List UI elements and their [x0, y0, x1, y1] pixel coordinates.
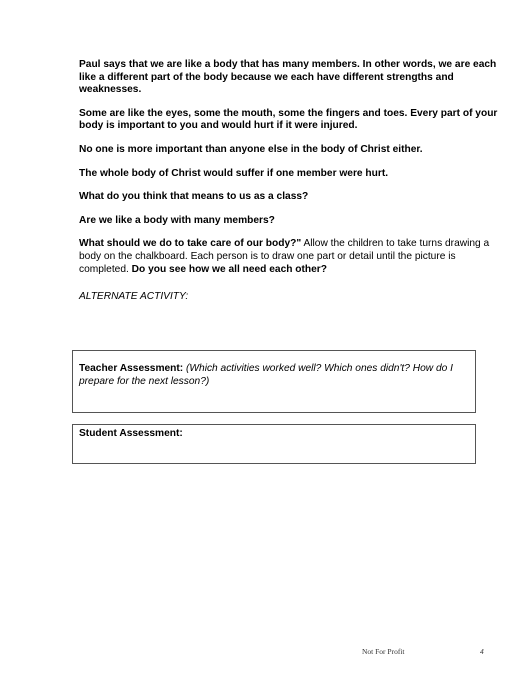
paragraph-body-members: Paul says that we are like a body that has many members. In other words, we are each like a different part of the body because we each have different strengths and weaknesses.: [79, 59, 497, 96]
question-what-it-means: What do you think that means to us as a class?: [79, 191, 309, 203]
page-number: 4: [480, 647, 484, 656]
activity-paragraph: [79, 238, 499, 276]
student-assessment-box: [72, 424, 476, 464]
student-assessment-label: Student Assessment:: [79, 428, 183, 439]
question-need-each-other: Do you see how we all need each other?: [131, 263, 327, 275]
activity-instruction: Allow the children to take turns drawing a body on the chalkboard. Each person is to draw one part or detail until the picture is completed.: [79, 238, 490, 275]
footer-not-for-profit: Not For Profit: [362, 647, 405, 656]
lesson-body: [79, 59, 499, 315]
teacher-assessment-prompt: (Which activities worked well? Which ones didn't? How do I prepare for the next lesson?): [79, 363, 453, 387]
teacher-assessment-label: Teacher Assessment:: [79, 363, 184, 374]
paragraph-body-suffers: The whole body of Christ would suffer if one member were hurt.: [79, 167, 389, 179]
alternate-activity-heading: ALTERNATE ACTIVITY:: [79, 291, 189, 303]
paragraph-body-parts: Some are like the eyes, some the mouth, some the fingers and toes. Every part of your body is important to you and would hurt if it were injured.: [79, 107, 498, 132]
teacher-assessment-box: [72, 350, 476, 413]
question-take-care: What should we do to take care of our body?": [79, 238, 302, 250]
question-many-members: Are we like a body with many members?: [79, 214, 275, 226]
paragraph-no-one-more-important: No one is more important than anyone else in the body of Christ either.: [79, 143, 423, 155]
